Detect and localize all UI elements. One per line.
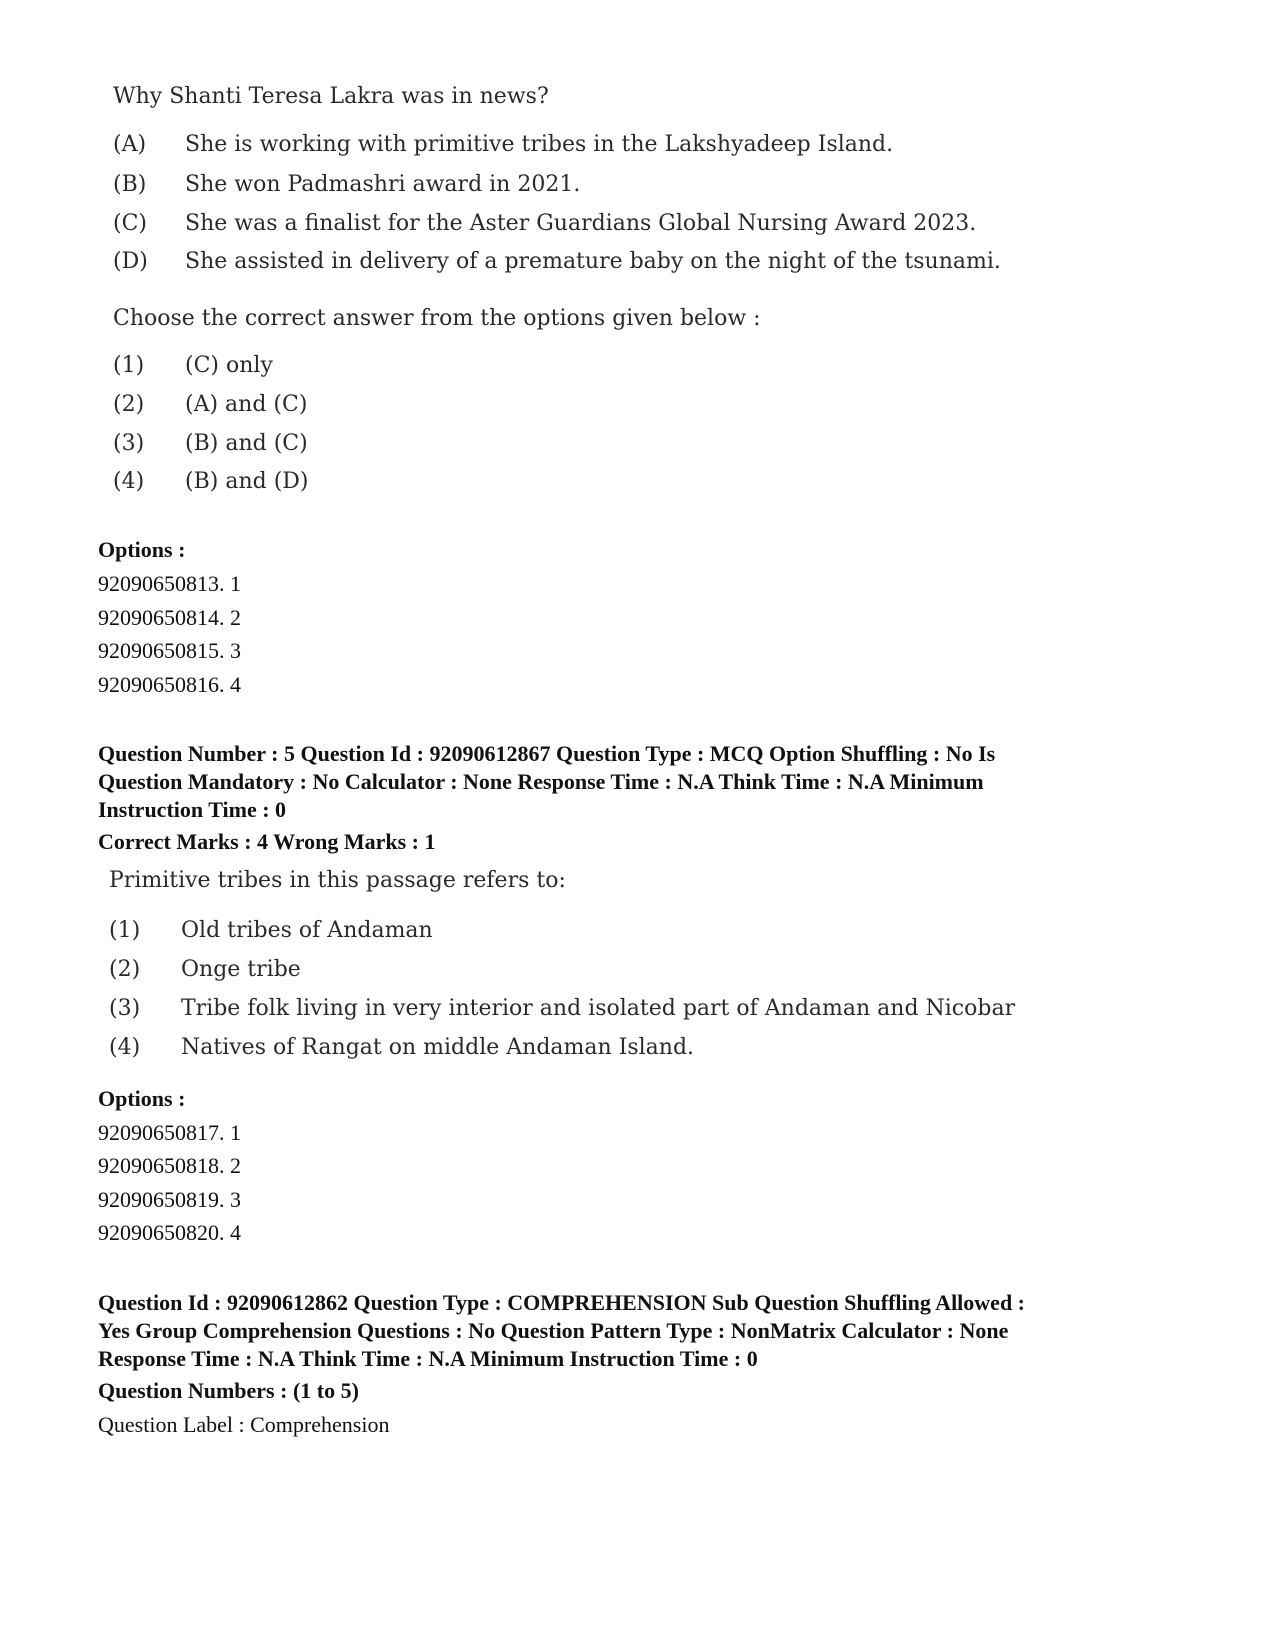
q5-stem: Primitive tribes in this passage refers to: — [109, 868, 566, 893]
comprehension-meta-line: Yes Group Comprehension Questions : No Question Pattern Type : NonMatrix Calculator : None — [98, 1318, 1009, 1343]
q4-stem: Why Shanti Teresa Lakra was in news? — [113, 84, 549, 109]
q5-options-heading: Options : — [98, 1086, 186, 1111]
q4-question-image — [113, 84, 1113, 504]
q4-choice-text: (A) and (C) — [185, 392, 308, 417]
q4-option: 92090650815. 3 — [98, 638, 241, 663]
q4-options-heading: Options : — [98, 537, 186, 562]
q4-statement-label: (A) — [113, 132, 147, 157]
q4-statement-label: (C) — [113, 211, 147, 236]
q4-choice-label: (2) — [113, 392, 145, 417]
q4-choice-label: (4) — [113, 469, 145, 494]
q4-option: 92090650813. 1 — [98, 571, 241, 596]
q4-statement-text: She assisted in delivery of a premature baby on the night of the tsunami. — [185, 249, 1001, 274]
comprehension-meta-line: Question Id : 92090612862 Question Type : COMPREHENSION Sub Question Shuffling Allowed : — [98, 1290, 1026, 1315]
q5-meta-line: Instruction Time : 0 — [98, 797, 287, 822]
q5-choice-text: Natives of Rangat on middle Andaman Island. — [181, 1035, 695, 1060]
comprehension-meta-line: Response Time : N.A Think Time : N.A Minimum Instruction Time : 0 — [98, 1346, 758, 1371]
question-label: Question Label : Comprehension — [98, 1412, 390, 1437]
q5-meta-line: Question Number : 5 Question Id : 92090612867 Question Type : MCQ Option Shuffling : No Is — [98, 741, 996, 766]
q5-option: 92090650818. 2 — [98, 1153, 241, 1178]
q5-question-image — [109, 868, 1109, 1068]
q4-statement-label: (B) — [113, 172, 147, 197]
q4-choice-text: (B) and (D) — [185, 469, 309, 494]
q5-choice-text: Old tribes of Andaman — [181, 918, 433, 943]
q4-option: 92090650814. 2 — [98, 605, 241, 630]
q5-choice-label: (2) — [109, 957, 141, 982]
question-numbers: Question Numbers : (1 to 5) — [98, 1378, 359, 1403]
q4-statement-text: She is working with primitive tribes in the Lakshyadeep Island. — [185, 132, 894, 157]
q4-instruction: Choose the correct answer from the options given below : — [113, 306, 761, 331]
q5-choice-text: Onge tribe — [181, 957, 301, 982]
q5-option: 92090650819. 3 — [98, 1187, 241, 1212]
q4-option: 92090650816. 4 — [98, 672, 241, 697]
q4-choice-text: (B) and (C) — [185, 431, 308, 456]
q5-metadata — [98, 740, 995, 824]
comprehension-metadata — [98, 1289, 1025, 1373]
q4-statement-text: She won Padmashri award in 2021. — [185, 172, 581, 197]
q5-choice-label: (1) — [109, 918, 141, 943]
q4-choice-text: (C) only — [185, 353, 273, 378]
q5-meta-line: Question Mandatory : No Calculator : None Response Time : N.A Think Time : N.A Minimum — [98, 769, 984, 794]
q5-marks: Correct Marks : 4 Wrong Marks : 1 — [98, 829, 436, 854]
q5-option: 92090650817. 1 — [98, 1120, 241, 1145]
q5-choice-label: (3) — [109, 996, 141, 1021]
q4-choice-label: (3) — [113, 431, 145, 456]
q4-statement-text: She was a finalist for the Aster Guardians Global Nursing Award 2023. — [185, 211, 977, 236]
q4-choice-label: (1) — [113, 353, 145, 378]
q5-choice-label: (4) — [109, 1035, 141, 1060]
q5-option: 92090650820. 4 — [98, 1220, 241, 1245]
q4-statement-label: (D) — [113, 249, 148, 274]
q5-choice-text: Tribe folk living in very interior and isolated part of Andaman and Nicobar — [181, 996, 1016, 1021]
